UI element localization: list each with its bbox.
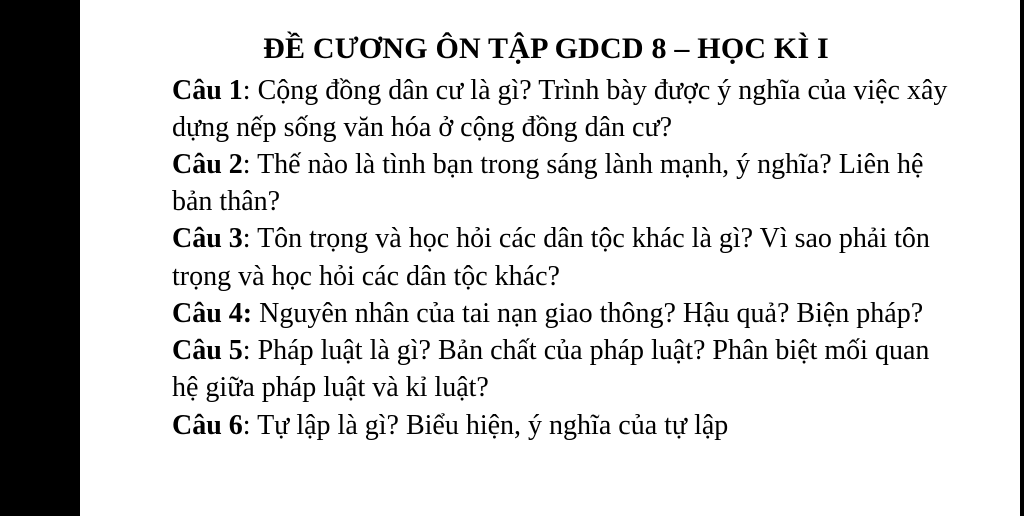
question-label: Câu 6 [172,409,243,441]
question-text: : Tự lập là gì? Biểu hiện, ý nghĩa của tự lập [242,409,729,441]
document-content [80,0,1020,516]
question-label: Câu 5 [172,335,243,367]
question-label: Câu 2 [172,148,243,180]
question-text: : Cộng đồng dân cư là gì? Trình bày được ý nghĩa của việc xây dựng nếp sống văn hóa ở cộng đồng dân cư? [172,74,948,143]
letterbox-right [1020,0,1024,516]
list-item [172,407,960,444]
list-item [172,332,960,406]
question-text: Nguyên nhân của tai nạn giao thông? Hậu quả? Biện pháp? [252,297,924,329]
list-item [172,220,960,294]
question-label: Câu 1 [172,74,243,106]
question-label: Câu 3 [172,223,243,255]
question-list [172,72,960,444]
question-text: : Thế nào là tình bạn trong sáng lành mạnh, ý nghĩa? Liên hệ bản thân? [172,148,924,218]
list-item [172,72,960,146]
question-text: : Pháp luật là gì? Bản chất của pháp luật? Phân biệt mối quan hệ giữa pháp luật và kỉ luật? [172,335,930,404]
list-item [172,146,960,220]
page-title: ĐỀ CƯƠNG ÔN TẬP GDCD 8 – HỌC KÌ I [263,32,829,65]
list-item [172,295,960,332]
letterbox-left [0,0,80,516]
question-text: : Tôn trọng và học hỏi các dân tộc khác là gì? Vì sao phải tôn trọng và học hỏi các dân tộc khác? [172,223,930,292]
question-label: Câu 4: [172,297,253,329]
